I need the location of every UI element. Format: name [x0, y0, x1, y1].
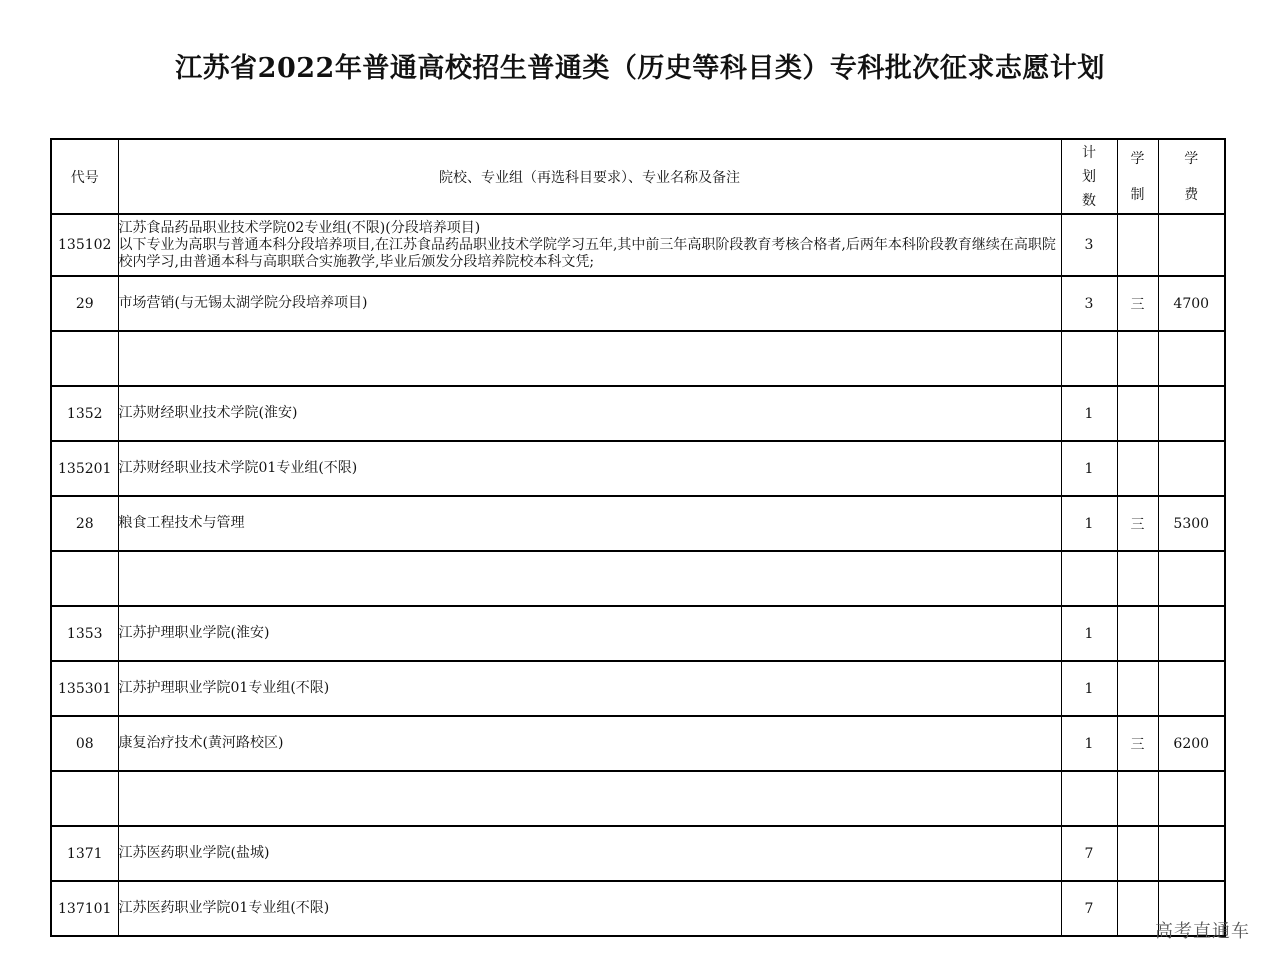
row-name — [118, 276, 1061, 331]
row-name — [118, 386, 1061, 441]
row-study-length — [1117, 214, 1158, 276]
table-row — [51, 386, 1225, 441]
row-code: 28 — [51, 496, 118, 551]
table-row — [51, 881, 1225, 936]
row-study-length — [1117, 386, 1158, 441]
row-code — [51, 551, 118, 606]
header-length-char: 制 — [1130, 186, 1145, 203]
header-plan — [1061, 139, 1117, 214]
table-row — [51, 661, 1225, 716]
watermark-text: 高考直通车 — [1155, 921, 1250, 942]
header-fee — [1158, 139, 1225, 214]
row-study-length — [1117, 606, 1158, 661]
table-row — [51, 276, 1225, 331]
row-study-length — [1117, 661, 1158, 716]
row-plan-count: 1 — [1061, 606, 1117, 661]
row-code: 135301 — [51, 661, 118, 716]
row-name — [118, 606, 1061, 661]
row-code: 135201 — [51, 441, 118, 496]
row-tuition — [1158, 551, 1225, 606]
row-tuition: 6200 — [1158, 716, 1225, 771]
row-plan-count: 7 — [1061, 826, 1117, 881]
table-row — [51, 606, 1225, 661]
row-tuition — [1158, 606, 1225, 661]
row-name-line: 江苏财经职业技术学院01专业组(不限) — [118, 460, 358, 476]
row-tuition — [1158, 386, 1225, 441]
row-tuition: 4700 — [1158, 276, 1225, 331]
row-name-line: 江苏食品药品职业技术学院02专业组(不限)(分段培养项目) — [118, 219, 481, 236]
row-name — [118, 214, 1061, 276]
row-tuition — [1158, 331, 1225, 386]
row-tuition — [1158, 441, 1225, 496]
row-name — [118, 331, 1061, 386]
row-code: 1371 — [51, 826, 118, 881]
row-plan-count: 1 — [1061, 441, 1117, 496]
row-plan-count — [1061, 331, 1117, 386]
row-study-length — [1117, 441, 1158, 496]
row-plan-count — [1061, 551, 1117, 606]
header-plan-char: 计 — [1082, 144, 1096, 161]
row-name — [118, 881, 1061, 936]
row-tuition — [1158, 661, 1225, 716]
row-plan-count: 3 — [1061, 276, 1117, 331]
row-name — [118, 441, 1061, 496]
row-name — [118, 496, 1061, 551]
header-length-char: 学 — [1130, 150, 1145, 167]
row-name-line: 江苏护理职业学院01专业组(不限) — [118, 680, 330, 696]
row-plan-count: 1 — [1061, 496, 1117, 551]
row-tuition — [1158, 214, 1225, 276]
header-fee-char: 费 — [1184, 186, 1199, 203]
table-header-row — [51, 139, 1225, 214]
header-plan-char: 划 — [1082, 168, 1096, 185]
row-plan-count: 7 — [1061, 881, 1117, 936]
row-study-length — [1117, 551, 1158, 606]
row-code — [51, 331, 118, 386]
row-code: 08 — [51, 716, 118, 771]
row-study-length: 三 — [1117, 716, 1158, 771]
enrollment-plan-table — [50, 138, 1226, 937]
row-name — [118, 826, 1061, 881]
row-name-line: 江苏医药职业学院(盐城) — [118, 845, 270, 861]
table-row — [51, 716, 1225, 771]
row-remark: 以下专业为高职与普通本科分段培养项目,在江苏食品药品职业技术学院学习五年,其中前三年高职阶段教育考核合格者,后两年本科阶段教育继续在高职院校内学习,由普通本科与高职联合实施教学,毕业后颁发分段培养院校本科文凭; — [118, 236, 1056, 270]
row-code: 29 — [51, 276, 118, 331]
header-length — [1117, 139, 1158, 214]
row-code: 135102 — [51, 214, 118, 276]
row-name-line: 康复治疗技术(黄河路校区) — [118, 735, 284, 751]
row-plan-count: 1 — [1061, 716, 1117, 771]
table-row — [51, 441, 1225, 496]
row-plan-count: 1 — [1061, 661, 1117, 716]
row-name-line: 市场营销(与无锡太湖学院分段培养项目) — [118, 295, 368, 311]
header-plan-char: 数 — [1082, 192, 1096, 209]
row-code: 1352 — [51, 386, 118, 441]
row-name — [118, 661, 1061, 716]
table-row — [51, 214, 1225, 276]
header-fee-char: 学 — [1184, 150, 1199, 167]
row-name-line: 江苏财经职业技术学院(淮安) — [118, 405, 298, 421]
row-study-length: 三 — [1117, 496, 1158, 551]
header-code: 代号 — [51, 139, 118, 214]
page-title: 江苏省2022年普通高校招生普通类（历史等科目类）专科批次征求志愿计划 — [175, 53, 1105, 84]
header-name: 院校、专业组（再选科目要求）、专业名称及备注 — [118, 139, 1061, 214]
row-code: 137101 — [51, 881, 118, 936]
row-tuition: 5300 — [1158, 496, 1225, 551]
row-plan-count: 1 — [1061, 386, 1117, 441]
row-study-length — [1117, 771, 1158, 826]
row-name-line: 江苏护理职业学院(淮安) — [118, 625, 270, 641]
table-row — [51, 826, 1225, 881]
row-study-length — [1117, 331, 1158, 386]
row-study-length — [1117, 881, 1158, 936]
row-name — [118, 716, 1061, 771]
row-study-length — [1117, 826, 1158, 881]
table-row — [51, 551, 1225, 606]
row-study-length: 三 — [1117, 276, 1158, 331]
table-row — [51, 331, 1225, 386]
row-tuition — [1158, 826, 1225, 881]
row-name — [118, 771, 1061, 826]
row-plan-count — [1061, 771, 1117, 826]
row-plan-count: 3 — [1061, 214, 1117, 276]
table-row — [51, 771, 1225, 826]
row-tuition — [1158, 771, 1225, 826]
row-code — [51, 771, 118, 826]
row-code: 1353 — [51, 606, 118, 661]
table-row — [51, 496, 1225, 551]
row-name-line: 江苏医药职业学院01专业组(不限) — [118, 900, 330, 916]
row-name-line: 粮食工程技术与管理 — [118, 515, 245, 531]
row-name — [118, 551, 1061, 606]
